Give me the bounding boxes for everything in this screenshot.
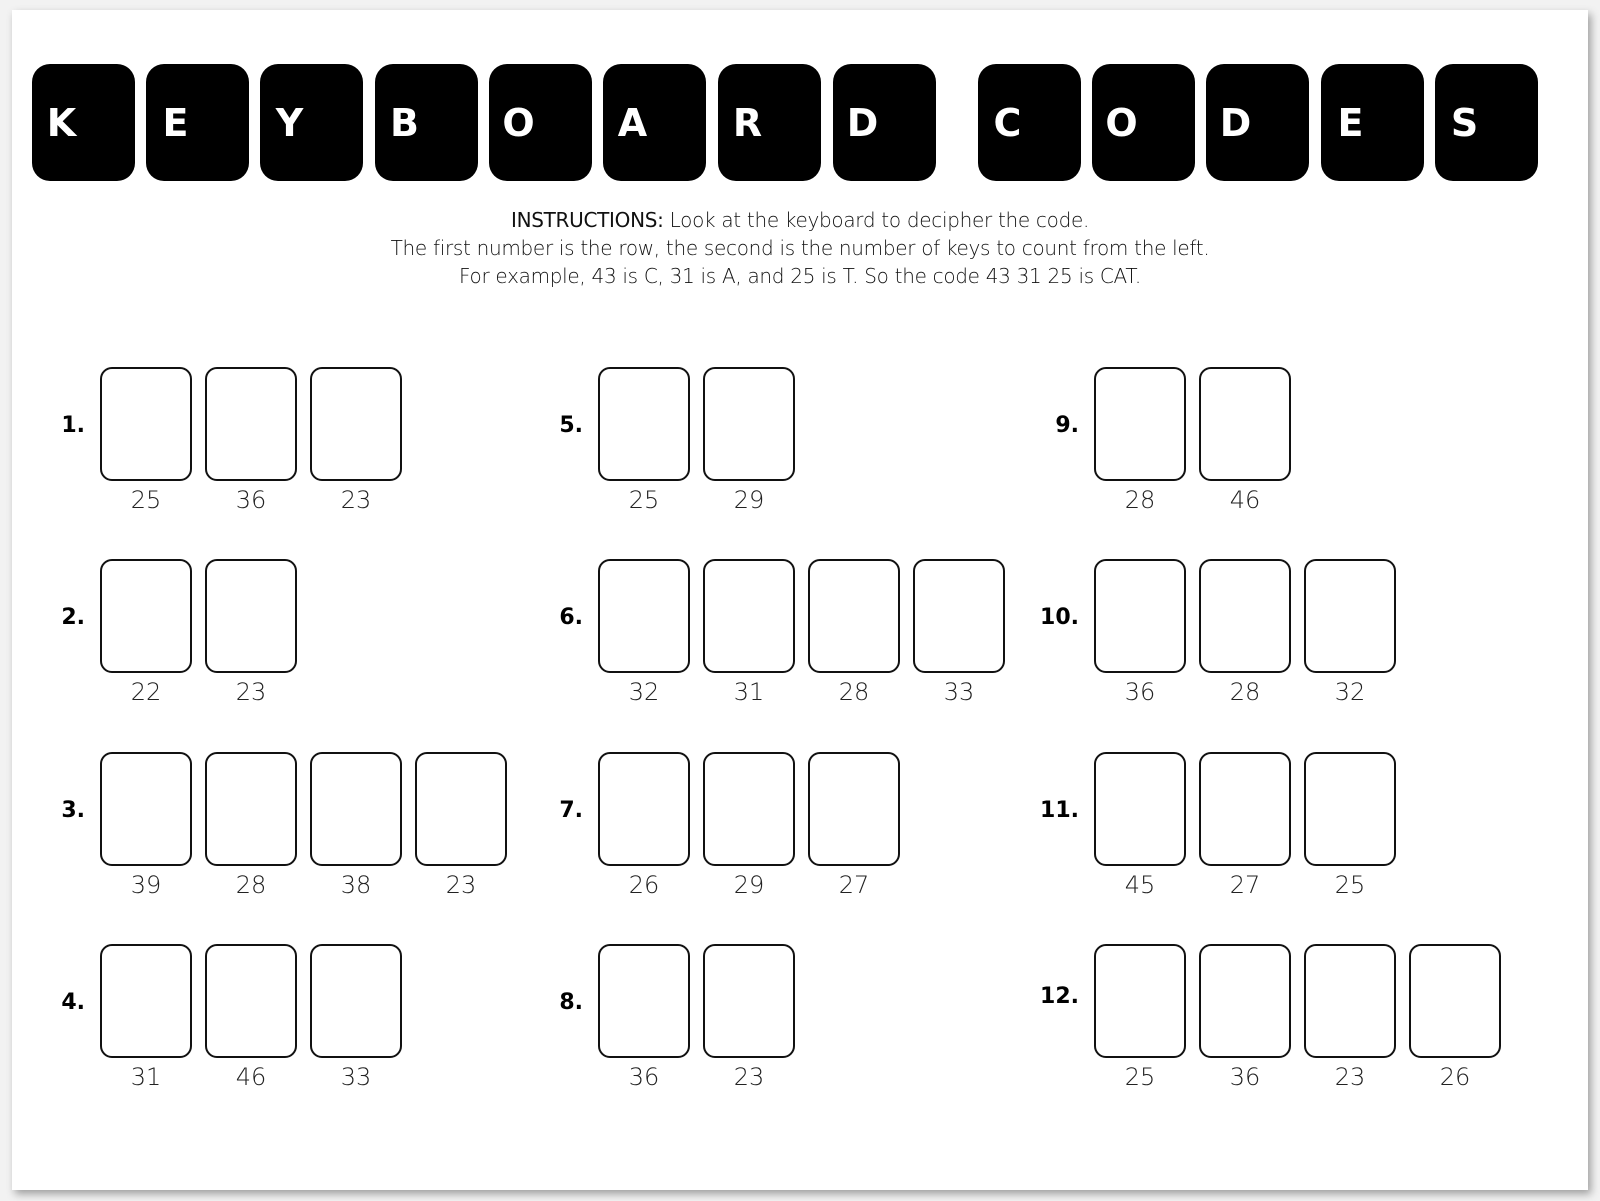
answer-box[interactable]: [310, 752, 402, 866]
puzzle-number: 2.: [61, 605, 85, 630]
answer-box[interactable]: [1409, 944, 1501, 1058]
key-code: 33: [943, 678, 975, 706]
puzzle-number: 12.: [1040, 984, 1079, 1009]
instructions: [12, 206, 1588, 290]
answer-box[interactable]: [100, 367, 192, 481]
title-key-c: [978, 64, 1081, 181]
title-key-y: [260, 64, 363, 181]
key-code: 45: [1124, 871, 1156, 899]
key-code: 22: [130, 678, 162, 706]
answer-box[interactable]: [598, 367, 690, 481]
answer-box[interactable]: [100, 559, 192, 673]
key-code: 28: [235, 871, 267, 899]
answer-box[interactable]: [913, 559, 1005, 673]
puzzle-number: 8.: [559, 990, 583, 1015]
title-key-o: [489, 64, 592, 181]
puzzle-number: 6.: [559, 605, 583, 630]
title-letter: D: [1219, 100, 1252, 145]
puzzle-number: 10.: [1040, 605, 1079, 630]
title-letter: B: [390, 100, 419, 145]
title-key-e: [1321, 64, 1424, 181]
key-code: 36: [1229, 1063, 1261, 1091]
answer-box[interactable]: [598, 752, 690, 866]
answer-box[interactable]: [1094, 752, 1186, 866]
key-code: 36: [1124, 678, 1156, 706]
key-code: 28: [1229, 678, 1261, 706]
answer-box[interactable]: [1094, 367, 1186, 481]
puzzle-number: 5.: [559, 413, 583, 438]
answer-box[interactable]: [1094, 944, 1186, 1058]
key-code: 23: [733, 1063, 765, 1091]
worksheet: [12, 10, 1588, 1190]
title-key-e: [146, 64, 249, 181]
key-code: 36: [628, 1063, 660, 1091]
answer-box[interactable]: [1199, 944, 1291, 1058]
answer-box[interactable]: [205, 752, 297, 866]
key-code: 25: [1124, 1063, 1156, 1091]
key-code: 25: [628, 486, 660, 514]
key-code: 36: [235, 486, 267, 514]
key-code: 32: [1334, 678, 1366, 706]
answer-box[interactable]: [310, 944, 402, 1058]
key-code: 39: [130, 871, 162, 899]
title-key-d: [833, 64, 936, 181]
title-key-b: [375, 64, 478, 181]
key-code: 28: [838, 678, 870, 706]
puzzle-number: 7.: [559, 798, 583, 823]
title-key-a: [603, 64, 706, 181]
title-letter: S: [1450, 100, 1479, 145]
instructions-line-2: The first number is the row, the second is the number of keys to count from the left.: [390, 236, 1210, 260]
answer-box[interactable]: [703, 752, 795, 866]
key-code: 23: [445, 871, 477, 899]
title-key-o: [1092, 64, 1195, 181]
puzzle-number: 1.: [61, 413, 85, 438]
answer-box[interactable]: [598, 944, 690, 1058]
answer-box[interactable]: [415, 752, 507, 866]
title-letter: A: [617, 100, 648, 145]
answer-box[interactable]: [205, 367, 297, 481]
title-letter: C: [993, 100, 1022, 145]
key-code: 29: [733, 486, 765, 514]
title-letter: O: [502, 100, 535, 145]
title-letter: E: [162, 100, 189, 145]
title-letter: K: [46, 100, 77, 145]
key-code: 23: [1334, 1063, 1366, 1091]
answer-box[interactable]: [703, 944, 795, 1058]
answer-box[interactable]: [1199, 559, 1291, 673]
title-letter: E: [1337, 100, 1364, 145]
puzzle-number: 3.: [61, 798, 85, 823]
answer-box[interactable]: [100, 752, 192, 866]
key-code: 23: [340, 486, 372, 514]
title-key-k: [32, 64, 135, 181]
key-code: 28: [1124, 486, 1156, 514]
puzzle-number: 4.: [61, 990, 85, 1015]
key-code: 46: [1229, 486, 1261, 514]
answer-box[interactable]: [1199, 367, 1291, 481]
puzzle-number: 9.: [1055, 413, 1079, 438]
instructions-line-3: For example, 43 is C, 31 is A, and 25 is T. So the code 43 31 25 is CAT.: [459, 264, 1141, 288]
key-code: 29: [733, 871, 765, 899]
title-letter: Y: [275, 100, 304, 145]
answer-box[interactable]: [703, 367, 795, 481]
key-code: 46: [235, 1063, 267, 1091]
key-code: 33: [340, 1063, 372, 1091]
key-code: 26: [628, 871, 660, 899]
key-code: 31: [130, 1063, 162, 1091]
title-key-d: [1206, 64, 1309, 181]
answer-box[interactable]: [205, 559, 297, 673]
key-code: 27: [838, 871, 870, 899]
answer-box[interactable]: [1304, 559, 1396, 673]
answer-box[interactable]: [808, 752, 900, 866]
key-code: 31: [733, 678, 765, 706]
answer-box[interactable]: [1304, 944, 1396, 1058]
puzzle-number: 11.: [1040, 798, 1079, 823]
key-code: 32: [628, 678, 660, 706]
key-code: 25: [130, 486, 162, 514]
title-key-s: [1435, 64, 1538, 181]
key-code: 38: [340, 871, 372, 899]
title-letter: D: [846, 100, 879, 145]
answer-box[interactable]: [205, 944, 297, 1058]
key-code: 27: [1229, 871, 1261, 899]
answer-box[interactable]: [703, 559, 795, 673]
title-letter: R: [732, 100, 763, 145]
title-letter: O: [1105, 100, 1138, 145]
title-key-r: [718, 64, 821, 181]
key-code: 25: [1334, 871, 1366, 899]
answer-box[interactable]: [1304, 752, 1396, 866]
answer-box[interactable]: [1094, 559, 1186, 673]
answer-box[interactable]: [808, 559, 900, 673]
key-code: 23: [235, 678, 267, 706]
answer-box[interactable]: [100, 944, 192, 1058]
keyboard-codes-title: [12, 10, 1588, 210]
instructions-label: INSTRUCTIONS:: [510, 208, 664, 232]
key-code: 26: [1439, 1063, 1471, 1091]
answer-box[interactable]: [1199, 752, 1291, 866]
answer-box[interactable]: [310, 367, 402, 481]
instructions-line-1: Look at the keyboard to decipher the code.: [663, 208, 1090, 232]
answer-box[interactable]: [598, 559, 690, 673]
